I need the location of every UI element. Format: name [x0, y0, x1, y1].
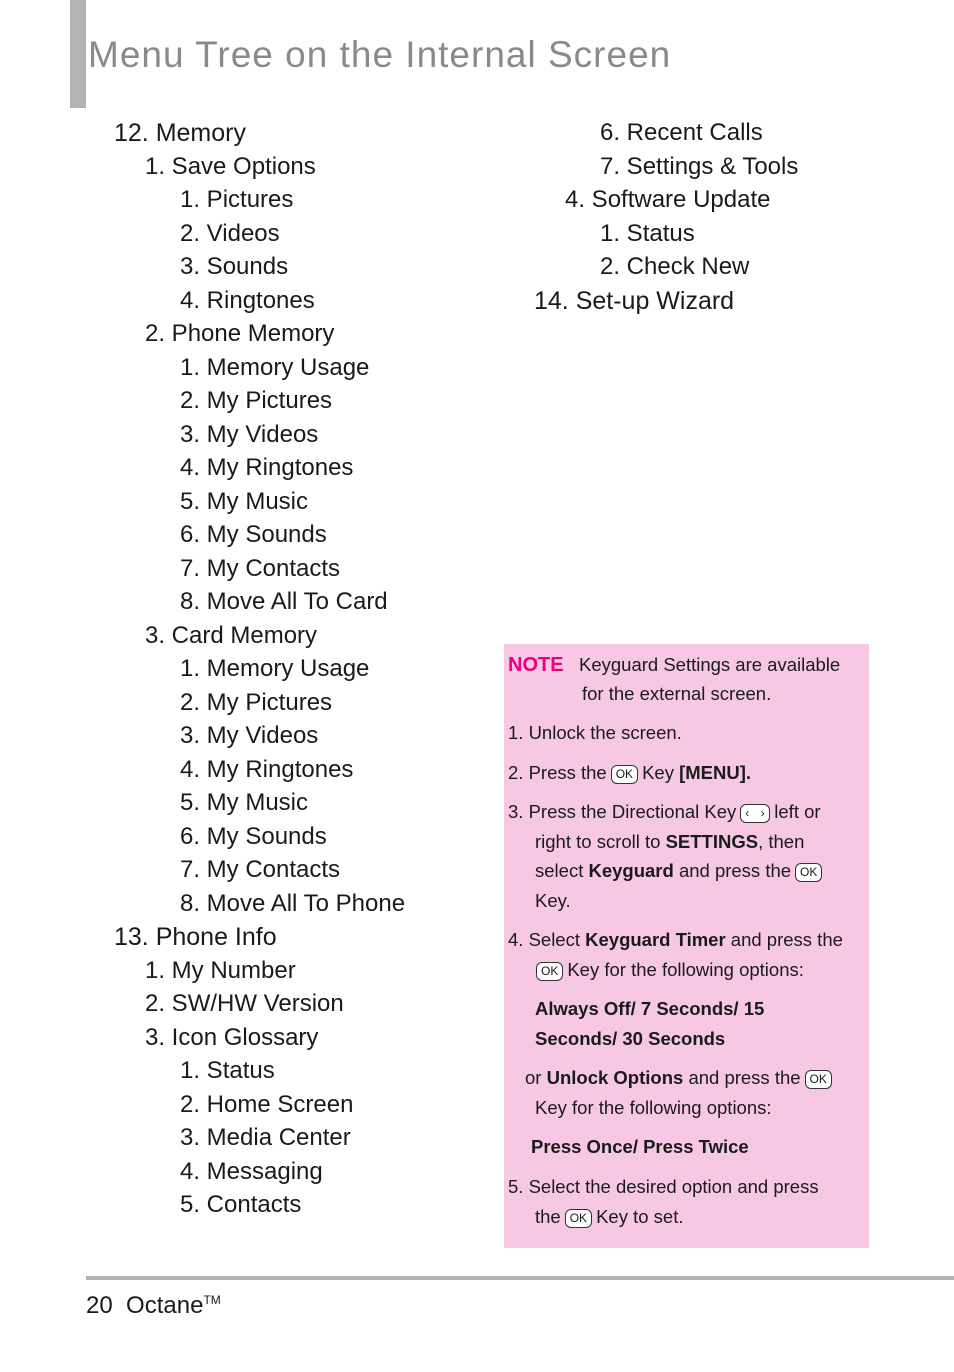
ok-key-icon: OK	[565, 1209, 592, 1228]
menu-item-level-3: 1. Pictures	[180, 186, 294, 213]
menu-item-level-3: 7. My Contacts	[180, 554, 341, 582]
product-name: Octane	[126, 1292, 204, 1319]
menu-item-level-2: 1. Save Options	[145, 152, 316, 180]
note-step-5-line-2: the OK Key to set.	[535, 1206, 684, 1227]
note-intro-line-2: for the external screen.	[582, 683, 772, 704]
menu-item-level-2: 2. Phone Memory	[145, 320, 335, 347]
menu-item-level-3: 5. My Music	[180, 487, 309, 515]
menu-item-level-3: 2. Home Screen	[180, 1090, 354, 1118]
menu-item-level-2: 1. My Number	[145, 956, 296, 984]
menu-item-level-3: 1. Memory Usage	[180, 353, 370, 381]
menu-item-level-3: 1. Memory Usage	[180, 655, 370, 682]
note-tag: NOTE	[508, 654, 564, 676]
note-box	[504, 644, 869, 1248]
menu-item-level-3: 5. My Music	[180, 789, 309, 816]
ok-key-icon: OK	[795, 863, 822, 882]
menu-item-level-3: 1. Status	[180, 1057, 275, 1084]
menu-item-level-3: 7. Settings & Tools	[600, 152, 799, 180]
note-step-4-options-3: Press Once/ Press Twice	[531, 1136, 749, 1157]
menu-item-level-3: 6. Recent Calls	[600, 119, 763, 146]
menu-item-level-3: 4. Messaging	[180, 1157, 323, 1185]
menu-item-level-2: 3. Icon Glossary	[145, 1023, 319, 1051]
menu-item-level-3: 3. My Videos	[180, 420, 319, 448]
note-step-3-line-3: select Keyguard and press the OK	[535, 856, 826, 886]
footer-rule	[86, 1276, 954, 1280]
menu-item-level-3: 7. My Contacts	[180, 856, 341, 883]
menu-item-level-3: 3. Media Center	[180, 1124, 351, 1151]
ok-key-icon: OK	[536, 962, 563, 981]
note-step-4-or-line-2: Key for the following options:	[535, 1097, 772, 1118]
menu-item-level-3: 2. My Pictures	[180, 688, 333, 716]
menu-item-level-2: 3. Card Memory	[145, 621, 318, 649]
note-step-3-line-1: 3. Press the Directional Key ‹ › left or	[508, 801, 821, 822]
menu-item-level-3: 6. My Sounds	[180, 521, 327, 548]
menu-item-level-2: 2. SW/HW Version	[145, 990, 344, 1017]
note-step-4-options-2: Seconds/ 30 Seconds	[535, 1028, 726, 1049]
menu-item-level-1: 13. Phone Info	[114, 923, 277, 951]
directional-key-icon: ‹ ›	[740, 804, 770, 823]
menu-item-level-1: 12. Memory	[114, 119, 246, 147]
ok-key-icon: OK	[805, 1070, 832, 1089]
note-step-4-line-1: 4. Select Keyguard Timer and press the	[508, 929, 843, 950]
note-step-1: 1. Unlock the screen.	[508, 722, 682, 743]
menu-item-level-3: 1. Status	[600, 219, 695, 247]
menu-item-level-3: 5. Contacts	[180, 1191, 302, 1218]
ok-key-icon: OK	[611, 765, 638, 784]
menu-item-level-3: 4. My Ringtones	[180, 755, 354, 783]
note-step-4-or-line-1: or Unlock Options and press the OK	[525, 1063, 836, 1093]
menu-item-level-1: 14. Set-up Wizard	[534, 286, 735, 315]
menu-item-level-2: 4. Software Update	[565, 186, 771, 213]
menu-item-level-3: 4. Ringtones	[180, 286, 315, 314]
note-step-3-line-2: right to scroll to SETTINGS, then	[535, 831, 805, 852]
menu-item-level-3: 2. My Pictures	[180, 387, 333, 414]
note-step-3-line-4: Key.	[535, 890, 571, 911]
note-intro-line-1: NOTE Keyguard Settings are available	[508, 654, 841, 676]
page-number: 20	[86, 1292, 113, 1319]
page-footer	[86, 1292, 221, 1320]
menu-item-level-3: 2. Videos	[180, 219, 280, 247]
note-step-5-line-1: 5. Select the desired option and press	[508, 1176, 819, 1197]
menu-item-level-3: 2. Check New	[600, 253, 750, 280]
menu-item-level-3: 8. Move All To Card	[180, 588, 388, 615]
menu-item-level-3: 3. My Videos	[180, 722, 319, 749]
page-title: Menu Tree on the Internal Screen	[88, 34, 672, 75]
title-accent-bar	[70, 0, 86, 108]
menu-item-level-3: 3. Sounds	[180, 253, 289, 280]
trademark-mark: TM	[203, 1293, 221, 1307]
menu-item-level-3: 4. My Ringtones	[180, 454, 354, 481]
note-step-4-line-2: OK Key for the following options:	[532, 955, 804, 985]
note-step-2: 2. Press the OK Key [MENU].	[508, 762, 752, 783]
menu-item-level-3: 8. Move All To Phone	[180, 889, 406, 917]
menu-item-level-3: 6. My Sounds	[180, 822, 327, 850]
note-step-4-options-1: Always Off/ 7 Seconds/ 15	[535, 998, 765, 1019]
